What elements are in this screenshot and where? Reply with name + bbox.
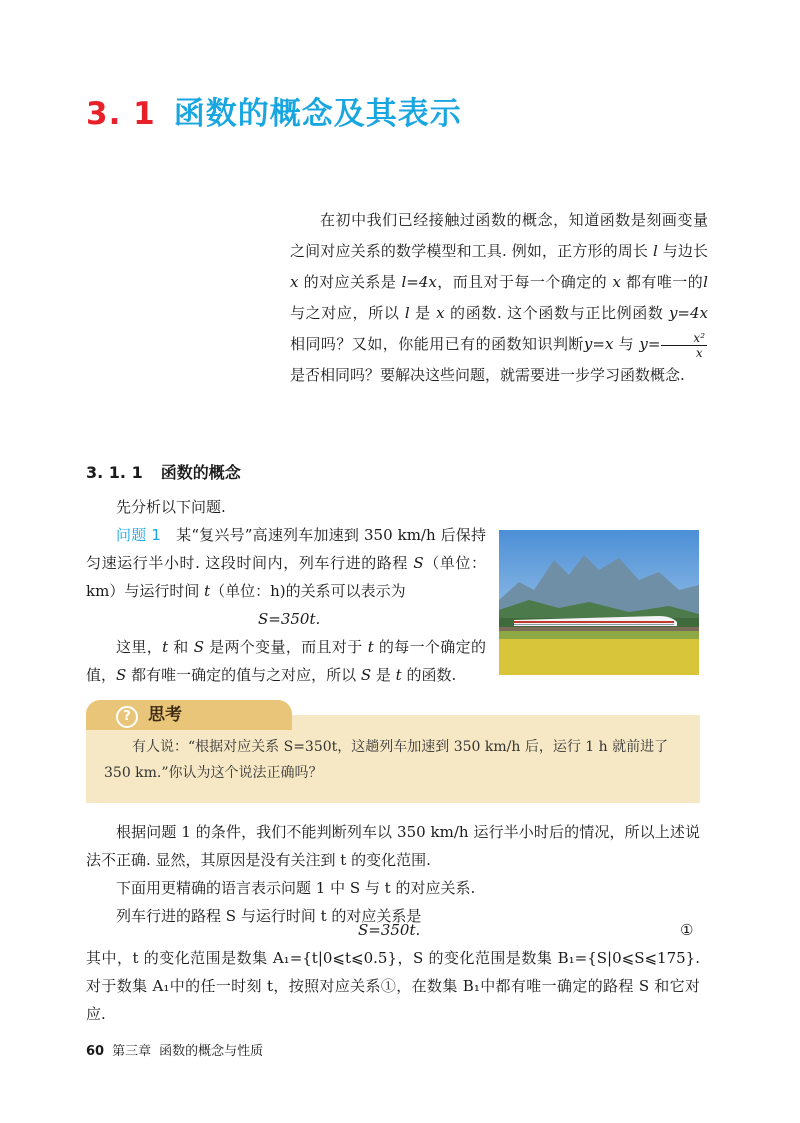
intro-paragraph: 在初中我们已经接触过函数的概念，知道函数是刻画变量之间对应关系的数学模型和工具. 例如，正方形的周长 l 与边长x 的对应关系是 l=4x，而且对于每一个确定的 x 都有唯一的l 与之对应，所以 l 是 x 的函数. 这个函数与正比例函数 y=4x 相同吗？又如，你能用已有的函数知识判断y=x 与 y= $\frac{\text{x²}}{x}$ 是否相同吗？要解决这些问题，就需要进一步学习函数概念. [290, 211, 708, 384]
train-illustration [499, 530, 699, 675]
section-number: 3. 1. 1 [86, 463, 143, 482]
fraction: $\frac{\text{x²}}{x}$ [661, 331, 707, 360]
equation-number: ① [680, 921, 694, 939]
section-title [86, 460, 241, 483]
train-photo [499, 530, 699, 675]
problem-label: 问题 1 [116, 526, 161, 544]
think-label: 思考 [148, 705, 182, 725]
page-footer [86, 1040, 263, 1059]
question-icon: ? [116, 706, 138, 728]
footer-chapter-title: 函数的概念与性质 [159, 1044, 264, 1059]
after-paragraph-2: 下面用更精确的语言表示问题 1 中 S 与 t 的对应关系. [116, 879, 476, 897]
think-text: 有人说：“根据对应关系 S=350t，这趟列车加速到 350 km/h 后，运行 1 h 就前进了 350 km.”你认为这个说法正确吗？ [104, 739, 669, 781]
lead-sentence: 先分析以下问题. [116, 498, 226, 516]
footer-chapter: 第三章 [112, 1044, 152, 1059]
chapter-title [86, 88, 462, 133]
think-tab [86, 700, 292, 730]
chapter-title-text: 函数的概念及其表示 [173, 96, 462, 132]
equation-1: S=350t. [358, 921, 421, 939]
after-paragraph-4: 其中，t 的变化范围是数集 A₁={t|0⩽t⩽0.5}，S 的变化范围是数集 B₁={S|0⩽S⩽175}. 对于数集 A₁中的任一时刻 t，按照对应关系①，在数集 B₁中都有唯一确定的路程 S 和它对应. [86, 949, 700, 1023]
equation-main: S=350t. [258, 610, 321, 628]
page-number: 60 [86, 1044, 105, 1059]
after-paragraph-3: 列车行进的路程 S 与运行时间 t 的对应关系是 [116, 907, 422, 925]
chapter-number: 3. 1 [86, 96, 156, 132]
problem-1: 问题 1 某“复兴号”高速列车加速到 350 km/h 后保持匀速运行半小时. 这段时间内，列车行进的路程 S（单位：km）与运行时间 t（单位：h)的关系可以表示为 [86, 526, 487, 600]
section-title-text: 函数的概念 [160, 463, 241, 482]
explanation-paragraph: 这里，t 和 S 是两个变量，而且对于 t 的每一个确定的值，S 都有唯一确定的值与之对应，所以 S 是 t 的函数. [86, 638, 486, 684]
after-paragraph-1: 根据问题 1 的条件，我们不能判断列车以 350 km/h 运行半小时后的情况，所以上述说法不正确. 显然，其原因是没有关注到 t 的变化范围. [86, 823, 700, 869]
